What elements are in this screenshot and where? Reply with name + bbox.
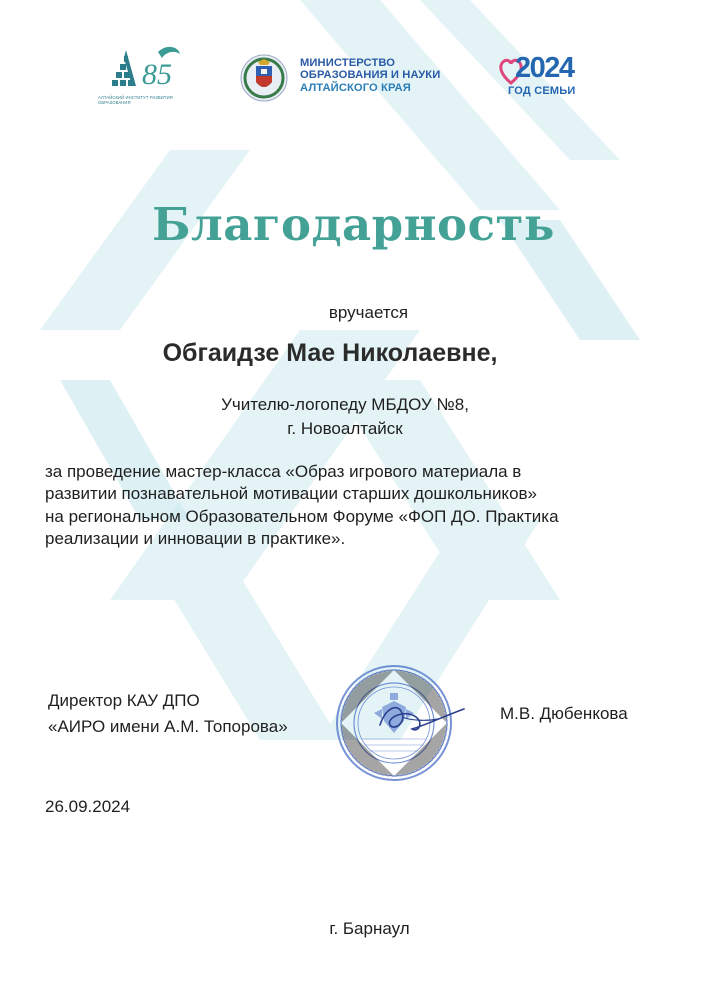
coat-of-arms-emblem xyxy=(240,54,288,102)
issue-date: 26.09.2024 xyxy=(45,797,131,816)
institute-logo-caption: АЛТАЙСКИЙ ИНСТИТУТ РАЗВИТИЯ ОБРАЗОВАНИЯ xyxy=(98,95,173,105)
reason-line: за проведение мастер-класса «Образ игрового материала в xyxy=(45,462,522,481)
ministry-line-2: ОБРАЗОВАНИЯ И НАУКИ xyxy=(300,69,441,82)
director-line-1: Директор КАУ ДПО xyxy=(48,691,200,710)
year-caption: ГОД СЕМЬИ xyxy=(508,85,576,97)
director-title xyxy=(48,688,288,740)
recipient-position xyxy=(0,393,690,441)
reason-line: развитии познавательной мотивации старших дошкольников» xyxy=(45,484,538,504)
ministry-line-1: МИНИСТЕРСТВО xyxy=(300,57,396,69)
ministry-line-3: АЛТАЙСКОГО КРАЯ xyxy=(300,81,411,94)
certificate-title: Благодарность xyxy=(152,198,555,251)
issue-city: г. Барнаул xyxy=(329,919,410,938)
year-number: 2024 xyxy=(515,52,574,84)
reason-line: на региональном Образовательном Форуме «ФОП ДО. Практика xyxy=(45,506,559,526)
awarded-label: вручается xyxy=(328,303,409,322)
position-line-2: г. Новоалтайск xyxy=(287,419,403,438)
ministry-name xyxy=(300,57,460,94)
position-line-1: Учителю-логопеду МБДОУ №8, xyxy=(221,395,469,414)
award-reason xyxy=(45,461,664,551)
director-line-2: «АИРО имени А.М. Топорова» xyxy=(48,717,288,736)
year-of-family-logo xyxy=(498,52,582,104)
institute-logo-number: 85 xyxy=(142,58,172,91)
handwritten-signature xyxy=(372,695,472,741)
signer-name: М.В. Дюбенкова xyxy=(500,704,628,723)
institute-logo xyxy=(96,40,188,112)
reason-line: реализации и инновации в практике». xyxy=(45,529,346,549)
recipient-name: Обгаидзе Мае Николаевне, xyxy=(162,339,498,367)
